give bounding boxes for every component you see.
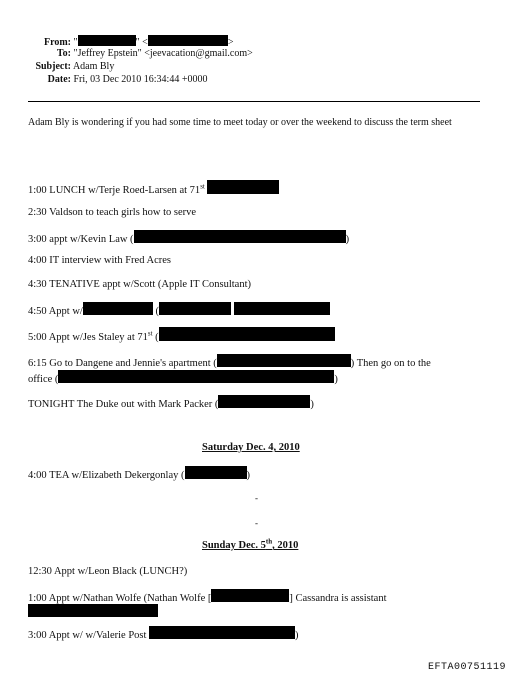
sunday-line-1: 12:30 Appt w/Leon Black (LUNCH?) xyxy=(28,566,188,577)
line-text: 4:50 Appt w/ xyxy=(28,306,83,317)
redaction-box xyxy=(83,302,153,315)
redaction-box xyxy=(207,180,279,194)
line-text: TONIGHT The Duke out with Mark Packer ( xyxy=(28,399,219,410)
redaction-box xyxy=(149,626,295,639)
redaction-box xyxy=(78,35,136,46)
saturday-heading: Saturday Dec. 4, 2010 xyxy=(202,442,300,453)
from-row xyxy=(0,35,233,49)
date-row xyxy=(0,74,207,86)
redaction-box xyxy=(159,327,335,341)
from-quote-open: " xyxy=(73,37,78,48)
line-text: ( xyxy=(152,332,159,343)
superscript: st xyxy=(147,329,153,338)
line-text: ) xyxy=(310,399,314,410)
line-text: ) xyxy=(345,234,350,245)
date-label: Date: xyxy=(47,74,71,85)
from-bracket-close: > xyxy=(227,37,234,48)
redaction-box xyxy=(28,604,158,617)
line-text: 3:00 appt w/Kevin Law ( xyxy=(28,234,134,245)
schedule-line-9 xyxy=(28,395,314,411)
schedule-line-2: 2:30 Valdson to teach girls how to serve xyxy=(28,207,197,218)
redaction-box xyxy=(211,589,289,602)
to-value: "Jeffrey Epstein" <jeevacation@gmail.com> xyxy=(73,48,253,59)
saturday-line-1 xyxy=(28,466,250,482)
line-text: 1:00 Appt w/Nathan Wolfe (Nathan Wolfe [ xyxy=(28,593,212,604)
line-text: ) xyxy=(246,470,250,481)
redaction-box xyxy=(234,302,330,315)
superscript: th xyxy=(265,537,273,546)
redaction-box xyxy=(217,354,351,367)
dash-separator: - xyxy=(255,518,258,528)
dash-separator: - xyxy=(255,493,258,503)
superscript: st xyxy=(200,182,205,191)
to-row xyxy=(0,48,253,60)
to-label: To: xyxy=(56,48,71,59)
redaction-box xyxy=(148,35,228,46)
schedule-line-7 xyxy=(28,327,335,344)
sunday-line-2-cont xyxy=(28,603,158,621)
from-quote-close: " < xyxy=(135,37,148,48)
line-text: ) xyxy=(295,630,299,641)
bates-number: EFTA00751119 xyxy=(427,662,506,673)
line-text: 4:00 TEA w/Elizabeth Dekergonlay ( xyxy=(28,470,185,481)
schedule-line-1 xyxy=(28,180,279,197)
line-text: 1:00 LUNCH w/Terje Roed-Larsen at 71 xyxy=(28,185,201,196)
sunday-heading xyxy=(202,537,299,551)
schedule-line-5: 4:30 TENATIVE appt w/Scott (Apple IT Consultant) xyxy=(28,279,252,290)
line-text: ) Then go on to the xyxy=(350,358,431,369)
redaction-box xyxy=(218,395,310,408)
intro-text: Adam Bly is wondering if you had some time to meet today or over the weekend to discuss the term sheet xyxy=(28,117,452,128)
header-separator xyxy=(28,101,480,102)
subject-label: Subject: xyxy=(35,61,71,72)
line-text: 6:15 Go to Dangene and Jennie's apartment ( xyxy=(28,358,217,369)
from-label: From: xyxy=(43,37,71,48)
schedule-line-4: 4:00 IT interview with Fred Acres xyxy=(28,255,171,266)
redaction-box xyxy=(185,466,247,479)
subject-value: Adam Bly xyxy=(72,61,115,72)
schedule-line-8-cont xyxy=(28,370,338,386)
redaction-box xyxy=(58,370,334,383)
schedule-line-8 xyxy=(28,354,431,370)
heading-text: Sunday Dec. 5 xyxy=(202,540,266,551)
line-text: ) xyxy=(334,374,338,385)
line-text: ( xyxy=(155,306,159,317)
line-text: 3:00 Appt w/ w/Valerie Post xyxy=(28,630,147,641)
schedule-line-3 xyxy=(28,230,349,246)
heading-text: , 2010 xyxy=(272,540,299,551)
redaction-box xyxy=(159,302,231,315)
redaction-box xyxy=(134,230,346,243)
line-text: office ( xyxy=(28,374,59,385)
line-text: 5:00 Appt w/Jes Staley at 71 xyxy=(28,332,148,343)
schedule-line-6 xyxy=(28,302,330,318)
subject-row xyxy=(0,61,114,73)
line-text: ] Cassandra is assistant xyxy=(289,593,387,604)
sunday-line-3 xyxy=(28,626,299,642)
date-value: Fri, 03 Dec 2010 16:34:44 +0000 xyxy=(73,74,208,85)
